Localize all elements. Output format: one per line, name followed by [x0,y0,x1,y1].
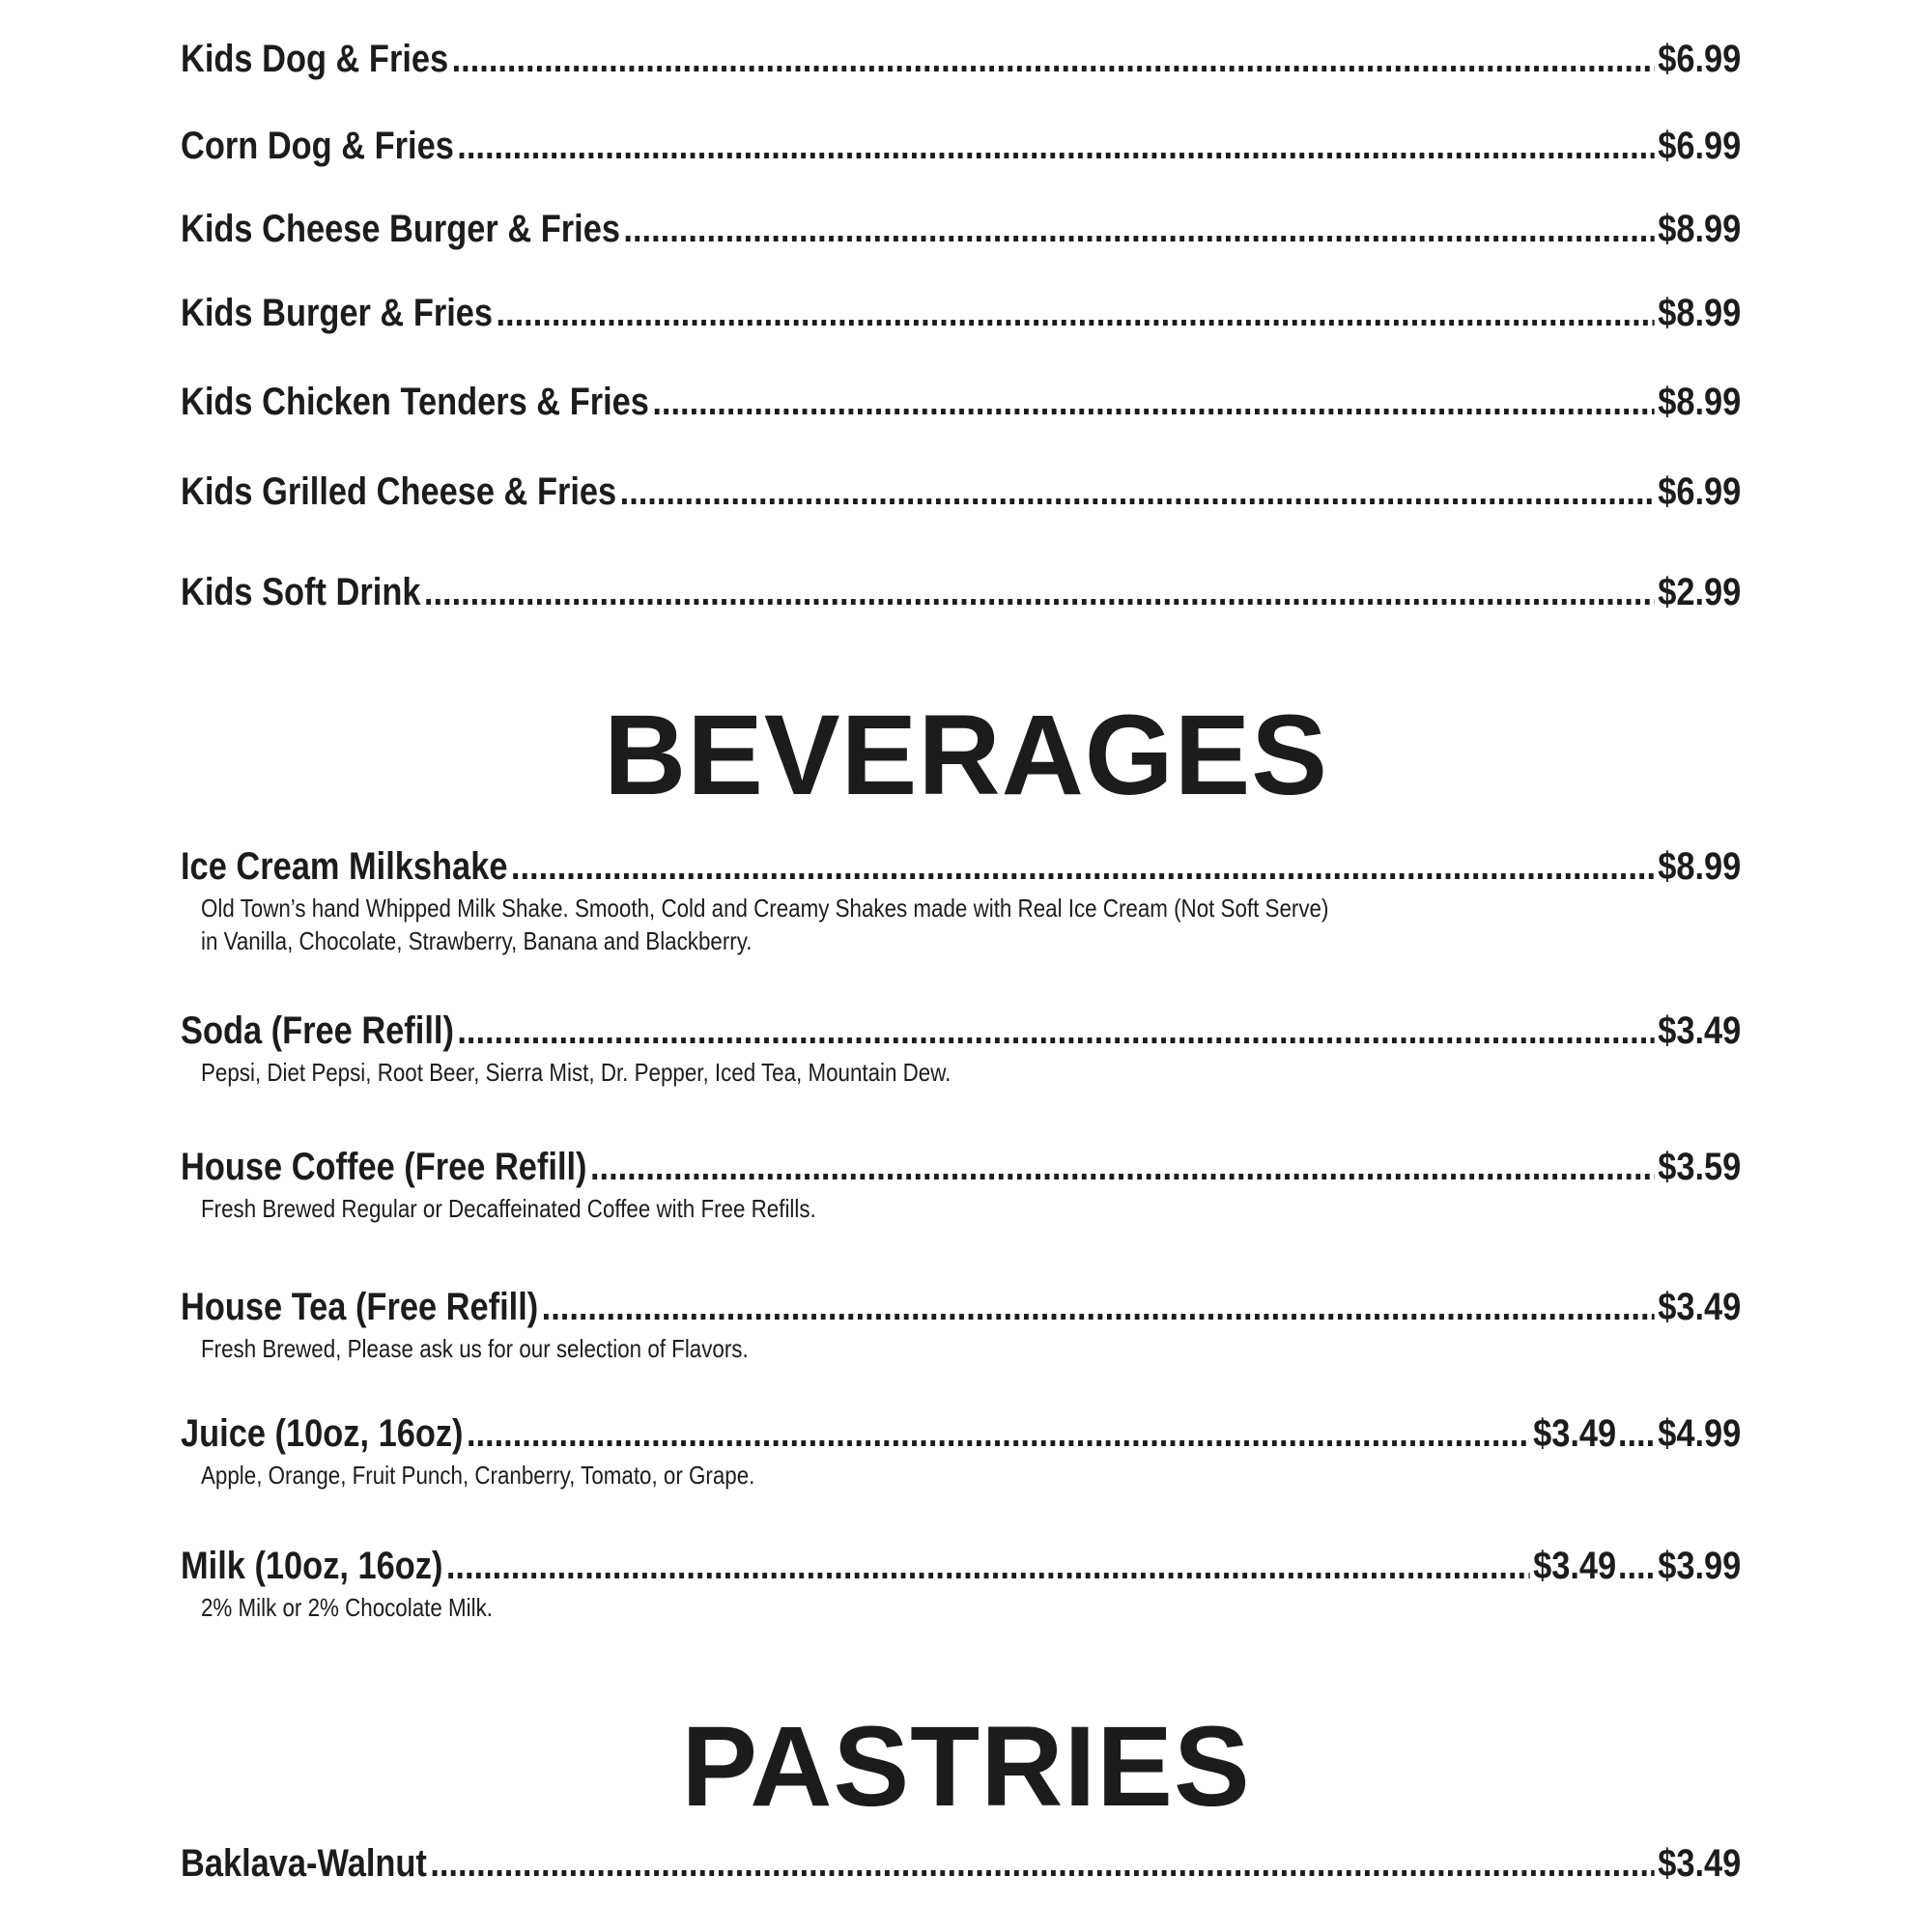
menu-item-kids-chicken-tenders [181,379,1741,425]
leader-dots [457,1008,1654,1054]
menu-item-kids-burger [181,290,1741,336]
leader-dots [430,1840,1654,1887]
item-name: Kids Chicken Tenders & Fries [181,381,649,423]
item-price: $8.99 [1658,381,1742,423]
item-name: Corn Dog & Fries [181,125,454,167]
menu-item-house-tea [181,1284,1741,1365]
item-price: $8.99 [1658,292,1742,334]
leader-dots [467,1410,1530,1457]
item-name: Kids Dog & Fries [181,38,449,80]
item-name: Soda (Free Refill) [181,1009,454,1052]
menu-item-juice [181,1410,1741,1492]
item-price-large: $4.99 [1658,1412,1742,1455]
leader-dots [446,1543,1530,1589]
leader-dots [620,469,1655,515]
leader-dots [1618,1543,1657,1589]
item-price-large: $3.99 [1658,1545,1742,1587]
item-description: Fresh Brewed, Please ask us for our selection of Flavors. [201,1334,749,1363]
menu-item-soda [181,1008,1741,1089]
item-price: $2.99 [1658,571,1742,613]
menu-item-kids-dog [181,36,1741,82]
item-price: $3.49 [1658,1286,1742,1328]
item-description: Apple, Orange, Fruit Punch, Cranberry, Tomato, or Grape. [201,1461,755,1490]
item-description: Fresh Brewed Regular or Decaffeinated Coffee with Free Refills. [201,1194,816,1223]
item-price: $3.49 [1658,1842,1742,1885]
leader-dots [623,206,1654,252]
item-price: $3.59 [1658,1146,1742,1188]
item-price: $6.99 [1658,38,1742,80]
item-name: Kids Grilled Cheese & Fries [181,470,617,513]
item-price: $8.99 [1658,845,1742,888]
item-name: House Coffee (Free Refill) [181,1146,587,1188]
section-title-beverages: BEVERAGES [604,692,1328,819]
section-title-pastries: PASTRIES [681,1703,1251,1831]
leader-dots [1618,1410,1657,1457]
item-name: Kids Burger & Fries [181,292,494,334]
menu-item-kids-soft-drink [181,569,1741,615]
item-name: Kids Soft Drink [181,571,421,613]
item-price-small: $3.49 [1533,1412,1617,1455]
menu-item-milkshake [181,843,1741,957]
leader-dots [457,123,1654,169]
menu-item-baklava-walnut [181,1840,1741,1887]
item-name: House Tea (Free Refill) [181,1286,539,1328]
item-name: Milk (10oz, 16oz) [181,1545,443,1587]
item-price: $6.99 [1658,470,1742,513]
item-description: Pepsi, Diet Pepsi, Root Beer, Sierra Mist, Dr. Pepper, Iced Tea, Mountain Dew. [201,1058,952,1087]
leader-dots [497,290,1655,336]
menu-item-corn-dog [181,123,1741,169]
item-description: Old Town’s hand Whipped Milk Shake. Smooth, Cold and Creamy Shakes made with Real Ice Cream (Not Soft Serve) in Vanilla, Chocolate, Strawberry, Banana and Blackberry. [201,894,1329,955]
item-name: Juice (10oz, 16oz) [181,1412,464,1455]
leader-dots [511,843,1655,890]
item-price: $6.99 [1658,125,1742,167]
item-name: Baklava-Walnut [181,1842,427,1885]
menu-item-house-coffee [181,1144,1741,1225]
item-description: 2% Milk or 2% Chocolate Milk. [201,1593,493,1622]
item-price-small: $3.49 [1533,1545,1617,1587]
leader-dots [424,569,1655,615]
leader-dots [652,379,1654,425]
item-price: $3.49 [1658,1009,1742,1052]
item-price: $8.99 [1658,208,1742,250]
menu-item-milk [181,1543,1741,1624]
item-name: Kids Cheese Burger & Fries [181,208,620,250]
leader-dots [542,1284,1655,1330]
item-name: Ice Cream Milkshake [181,845,508,888]
menu-item-kids-cheese-burger [181,206,1741,252]
leader-dots [452,36,1655,82]
menu-item-kids-grilled-cheese [181,469,1741,515]
leader-dots [590,1144,1655,1190]
